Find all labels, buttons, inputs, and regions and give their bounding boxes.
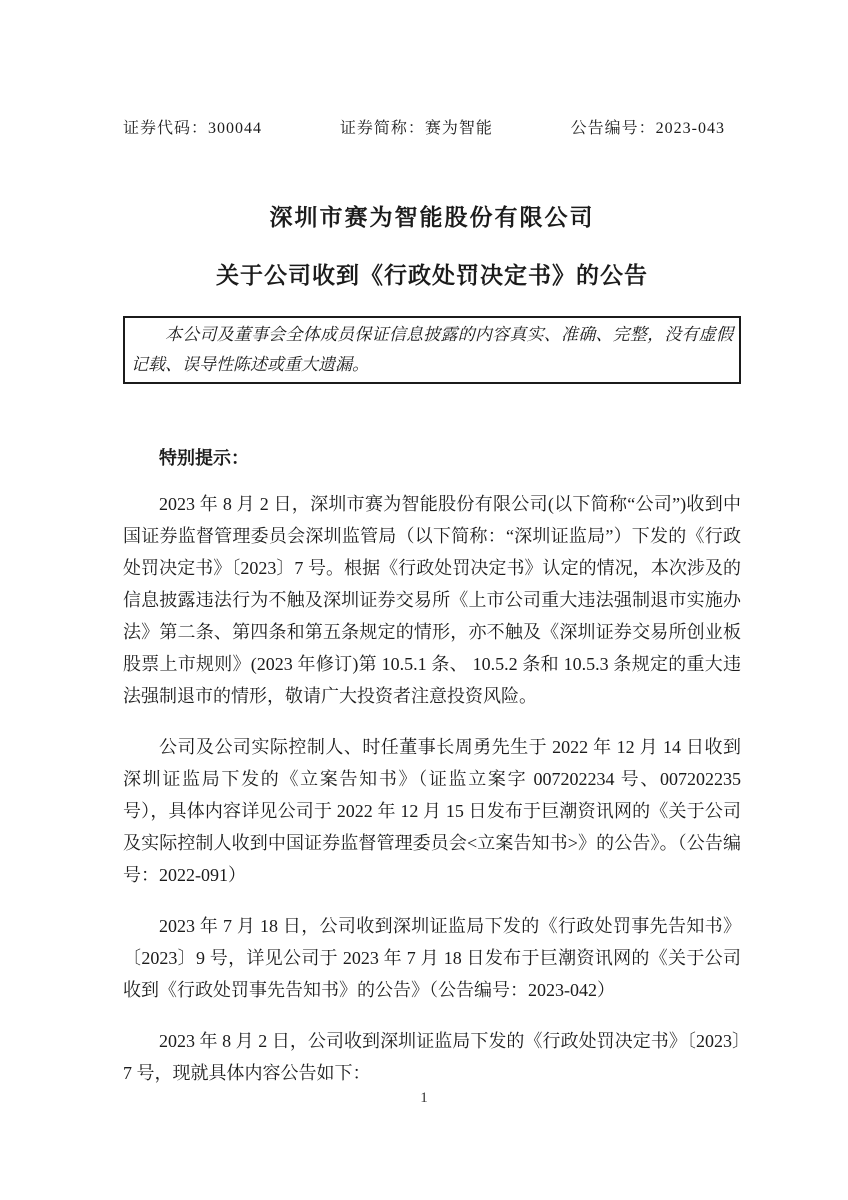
announcement-title: 关于公司收到《行政处罚决定书》的公告 — [216, 263, 648, 288]
paragraph-4: 2023 年 8 月 2 日，公司收到深圳证监局下发的《行政处罚决定书》〔2023〕7 号，现就具体内容公告如下： — [123, 1031, 741, 1083]
document-content — [123, 0, 741, 1089]
paragraph-2: 公司及公司实际控制人、时任董事长周勇先生于 2022 年 12 月 14 日收到深圳证监局下发的《立案告知书》（证监立案字 007202234 号、007202235 号），具体内容详见公司于 2022 年 12 月 15 日发布于巨潮资讯网的《关于公司及实际控制人收到中国证券监督管理委员会<立案告知书>》的公告》。（公告编号：2022-091） — [123, 737, 741, 885]
page-number: 1 — [420, 1090, 428, 1106]
document-header — [123, 0, 741, 140]
stock-name: 证券简称：赛为智能 — [339, 120, 493, 137]
statement-box — [123, 316, 741, 384]
paragraph-1: 2023 年 8 月 2 日，深圳市赛为智能股份有限公司(以下简称“公司”)收到中国证券监督管理委员会深圳监管局（以下简称：“深圳证监局”）下发的《行政处罚决定书》〔2023〕7 号。根据《行政处罚决定书》认定的情况，本次涉及的信息披露违法行为不触及深圳证券交易所《上市公司重大违法强制退市实施办法》第二条、第四条和第五条规定的情形，亦不触及《深圳证券交易所创业板股票上市规则》(2023 年修订)第 10.5.1 条、 10.5.2 条和 10.5.3 条规定的重大违法强制退市的情形，敬请广大投资者注意投资风险。 — [123, 494, 741, 706]
statement-text: 本公司及董事会全体成员保证信息披露的内容真实、准确、完整，没有虚假记载、误导性陈述或重大遗漏。 — [131, 325, 733, 374]
special-note-heading: 特别提示： — [159, 448, 249, 468]
stock-code: 证券代码：300044 — [123, 120, 263, 137]
company-name-title: 深圳市赛为智能股份有限公司 — [269, 205, 595, 230]
announcement-number: 公告编号：2023-043 — [570, 120, 725, 137]
paragraph-3: 2023 年 7 月 18 日，公司收到深圳证监局下发的《行政处罚事先告知书》〔2023〕9 号，详见公司于 2023 年 7 月 18 日发布于巨潮资讯网的《关于公司收到《行政处罚事先告知书》的公告》（公告编号：2023-042） — [123, 916, 741, 1000]
